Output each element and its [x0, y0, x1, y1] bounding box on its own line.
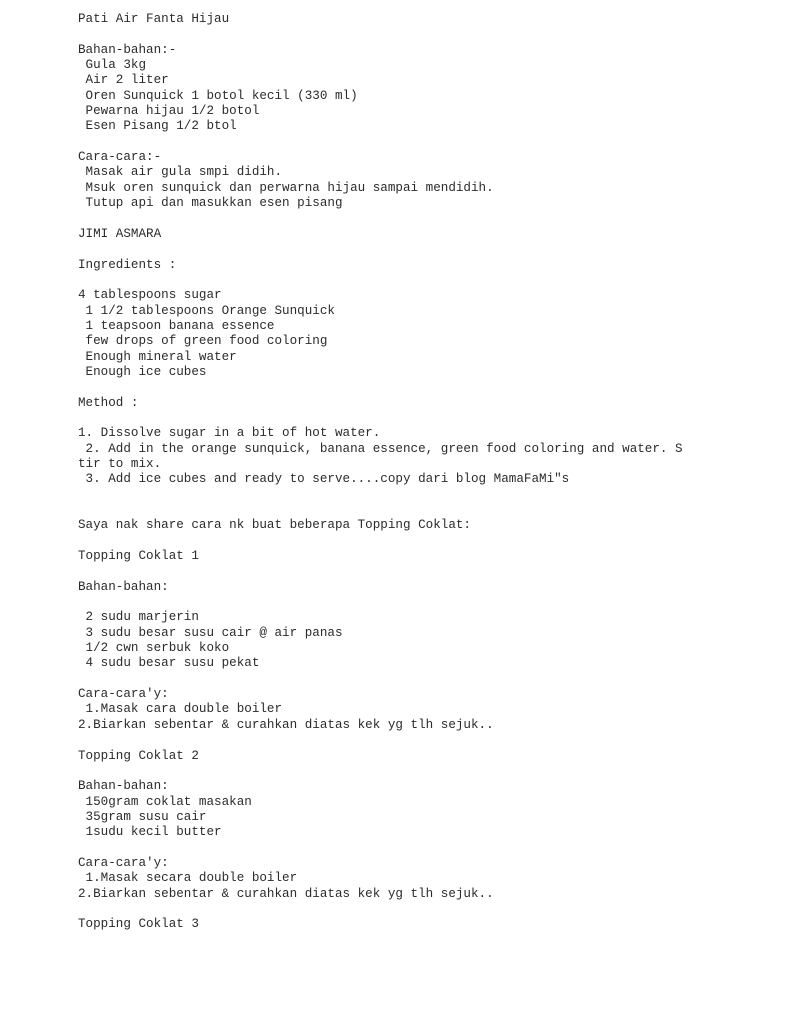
text-line: 3 sudu besar susu cair @ air panas [78, 625, 343, 640]
text-line [78, 488, 718, 503]
text-line [78, 733, 718, 748]
text-line: Tutup api dan masukkan esen pisang [78, 196, 343, 211]
text-line: JIMI ASMARA [78, 226, 162, 241]
text-line: Cara-cara:- [78, 150, 162, 165]
text-line [78, 380, 718, 395]
text-line: 1 1/2 tablespoons Orange Sunquick [78, 303, 335, 318]
text-line: Gula 3kg [78, 58, 147, 73]
text-line [78, 564, 718, 579]
text-line: Topping Coklat 1 [78, 549, 199, 564]
text-line [78, 841, 718, 856]
text-line: Pewarna hijau 1/2 botol [78, 104, 260, 119]
text-line: Topping Coklat 2 [78, 748, 199, 763]
text-line: 3. Add ice cubes and ready to serve....copy dari blog MamaFaMi"s [78, 472, 570, 487]
text-line: Air 2 liter [78, 73, 169, 88]
text-line [78, 902, 718, 917]
text-line: Msuk oren sunquick dan perwarna hijau sampai mendidih. [78, 180, 494, 195]
text-line [78, 242, 718, 257]
text-line: 2. Add in the orange sunquick, banana essence, green food coloring and water. S [78, 441, 683, 456]
text-line: Esen Pisang 1/2 btol [78, 119, 237, 134]
text-line [78, 764, 718, 779]
text-line [78, 273, 718, 288]
text-line: 1/2 cwn serbuk koko [78, 641, 230, 656]
text-line: Cara-cara'y: [78, 855, 169, 870]
text-line: 2 sudu marjerin [78, 610, 199, 625]
text-line: Oren Sunquick 1 botol kecil (330 ml) [78, 88, 358, 103]
text-line: 4 sudu besar susu pekat [78, 656, 260, 671]
text-line: 1.Masak secara double boiler [78, 871, 298, 886]
text-line: Masak air gula smpi didih. [78, 165, 283, 180]
text-line: 4 tablespoons sugar [78, 288, 222, 303]
text-line [78, 135, 718, 150]
text-line [78, 411, 718, 426]
text-line: 1sudu kecil butter [78, 825, 222, 840]
text-line: Enough mineral water [78, 349, 237, 364]
text-line: 2.Biarkan sebentar & curahkan diatas kek yg tlh sejuk.. [78, 717, 494, 732]
text-line: Bahan-bahan: [78, 779, 169, 794]
text-line [78, 534, 718, 549]
text-line: 1.Masak cara double boiler [78, 702, 283, 717]
text-line: Pati Air Fanta Hijau [78, 12, 230, 26]
text-line [78, 503, 718, 518]
text-line: 2.Biarkan sebentar & curahkan diatas kek yg tlh sejuk.. [78, 886, 494, 901]
text-line: Bahan-bahan:- [78, 42, 177, 57]
text-line [78, 672, 718, 687]
document-text [78, 12, 718, 933]
text-line: Bahan-bahan: [78, 579, 169, 594]
text-line [78, 27, 718, 42]
text-line: 1. Dissolve sugar in a bit of hot water. [78, 426, 381, 441]
text-line [78, 595, 718, 610]
text-line: 35gram susu cair [78, 809, 207, 824]
text-line [78, 211, 718, 226]
text-line: tir to mix. [78, 456, 162, 471]
text-line: 1 teapsoon banana essence [78, 318, 275, 333]
text-line: Ingredients : [78, 257, 177, 272]
text-line: Enough ice cubes [78, 364, 207, 379]
text-line: Saya nak share cara nk buat beberapa Topping Coklat: [78, 518, 471, 533]
text-line: 150gram coklat masakan [78, 794, 252, 809]
text-line: Topping Coklat 3 [78, 917, 199, 932]
text-line: Cara-cara'y: [78, 687, 169, 702]
text-line: few drops of green food coloring [78, 334, 328, 349]
text-line: Method : [78, 395, 139, 410]
